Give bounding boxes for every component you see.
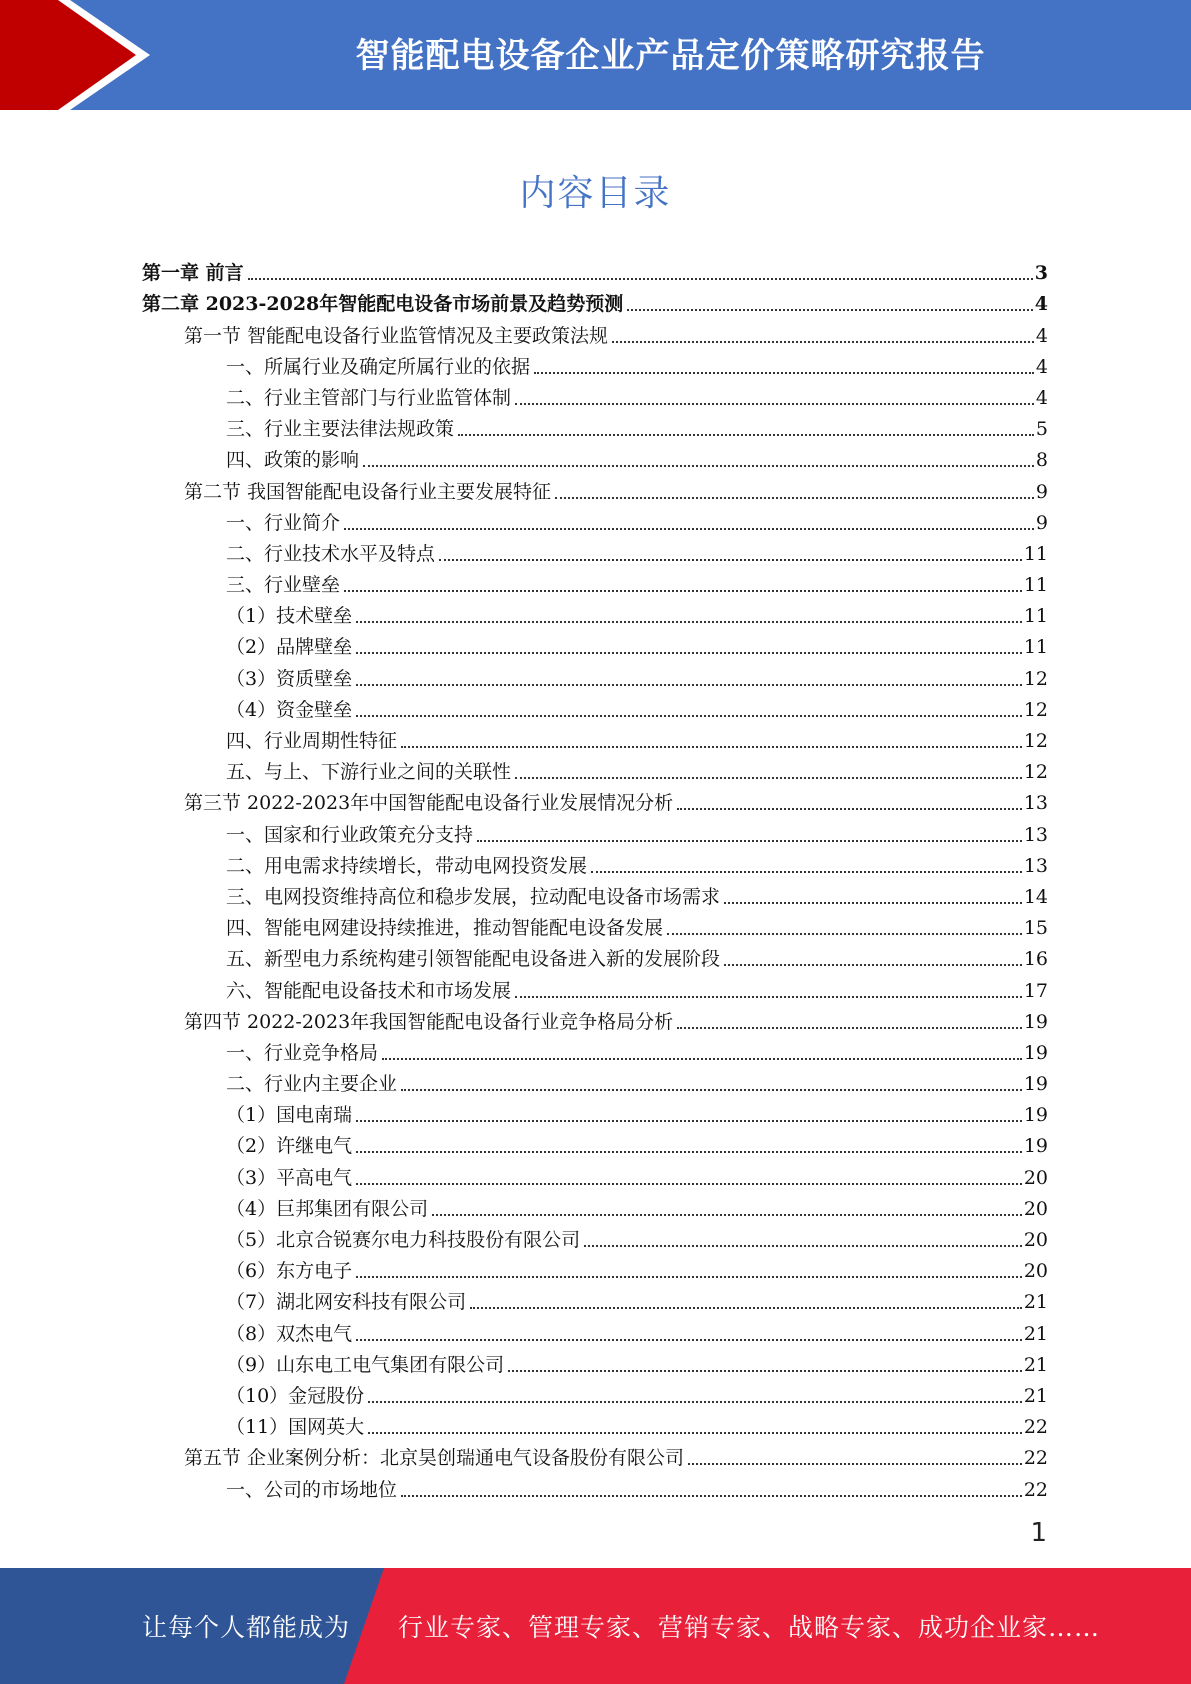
toc-entry[interactable] (142, 285, 1048, 316)
toc-entry-label: 一、行业竞争格局 (226, 1041, 379, 1064)
toc-leader-dots (356, 1151, 1022, 1153)
toc-entry[interactable] (142, 909, 1048, 940)
toc-leader-dots (401, 1495, 1022, 1497)
toc-entry-label: 二、行业内主要企业 (226, 1073, 398, 1096)
toc-entry[interactable] (142, 691, 1048, 722)
toc-leader-dots (356, 1120, 1022, 1122)
toc-leader-dots (508, 1370, 1022, 1372)
toc-entry-page: 13 (1023, 854, 1048, 877)
toc-leader-dots (356, 684, 1022, 686)
toc-entry-page: 11 (1023, 636, 1048, 659)
toc-leader-dots (458, 434, 1034, 436)
toc-entry-label: （11）国网英大 (226, 1416, 365, 1439)
toc-entry[interactable] (142, 1252, 1048, 1283)
footer-slogan-roles: 行业专家、管理专家、营销专家、战略专家、成功企业家…… (398, 1613, 1101, 1642)
toc-entry[interactable] (142, 316, 1048, 347)
toc-entry-page: 22 (1023, 1416, 1048, 1439)
toc-entry-page: 12 (1023, 761, 1048, 784)
toc-entry-page: 4 (1035, 386, 1048, 409)
toc-leader-dots (724, 902, 1022, 904)
toc-leader-dots (627, 309, 1033, 311)
toc-entry[interactable] (142, 847, 1048, 878)
toc-leader-dots (432, 1214, 1022, 1216)
toc-entry-page: 13 (1023, 792, 1048, 815)
toc-entry[interactable] (142, 1003, 1048, 1034)
toc-entry[interactable] (142, 722, 1048, 753)
toc-leader-dots (248, 278, 1033, 280)
toc-leader-dots (368, 1432, 1022, 1434)
toc-entry-page: 15 (1023, 917, 1048, 940)
toc-entry-page: 19 (1023, 1104, 1048, 1127)
toc-entry-page: 9 (1035, 480, 1048, 503)
toc-entry-label: （6）东方电子 (226, 1260, 353, 1283)
toc-leader-dots (439, 559, 1022, 561)
toc-entry-page: 3 (1034, 262, 1048, 285)
toc-leader-dots (584, 1245, 1022, 1247)
toc-entry-label: 一、公司的市场地位 (226, 1478, 398, 1501)
toc-leader-dots (470, 1307, 1022, 1309)
toc-leader-dots (515, 777, 1022, 779)
toc-entry-label: 四、政策的影响 (226, 449, 360, 472)
toc-entry-label: 第一节 智能配电设备行业监管情况及主要政策法规 (184, 324, 609, 347)
toc-entry-label: （2）许继电气 (226, 1135, 353, 1158)
toc-entry-page: 21 (1023, 1291, 1048, 1314)
toc-entry[interactable] (142, 1408, 1048, 1439)
toc-entry[interactable] (142, 597, 1048, 628)
toc-leader-dots (667, 933, 1022, 935)
toc-entry-label: 第三节 2022-2023年中国智能配电设备行业发展情况分析 (184, 792, 674, 815)
toc-entry-page: 12 (1023, 730, 1048, 752)
toc-entry-label: 二、用电需求持续增长，带动电网投资发展 (226, 854, 588, 877)
toc-entry-label: 一、国家和行业政策充分支持 (226, 823, 474, 846)
toc-entry-page: 14 (1023, 885, 1048, 908)
footer-slogan-lead: 让每个人都能成为 (142, 1613, 351, 1642)
toc-entry-page: 21 (1023, 1322, 1048, 1345)
toc-entry-label: （3）资质壁垒 (226, 667, 353, 690)
toc-entry[interactable] (142, 971, 1048, 1002)
toc-entry-label: 三、行业壁垒 (226, 574, 341, 597)
toc-leader-dots (356, 1339, 1022, 1341)
toc-entry-label: 五、与上、下游行业之间的关联性 (226, 761, 512, 784)
toc-entry-label: 一、所属行业及确定所属行业的依据 (226, 355, 531, 378)
toc-entry[interactable] (142, 815, 1048, 846)
toc-entry[interactable] (142, 1190, 1048, 1221)
toc-entry-label: 四、智能电网建设持续推进，推动智能配电设备发展 (226, 917, 664, 940)
toc-leader-dots (534, 372, 1034, 374)
toc-leader-dots (382, 1058, 1022, 1060)
toc-entry-page: 11 (1023, 605, 1048, 628)
footer-banner (0, 1568, 1191, 1684)
toc-entry-label: （4）巨邦集团有限公司 (226, 1197, 429, 1220)
toc-leader-dots (677, 1027, 1022, 1029)
toc-entry[interactable] (142, 1346, 1048, 1377)
toc-entry-page: 22 (1023, 1447, 1048, 1470)
toc-entry[interactable] (142, 379, 1048, 410)
toc-entry-page: 20 (1023, 1197, 1048, 1220)
toc-leader-dots (724, 964, 1022, 966)
toc-entry-label: 五、新型电力系统构建引领智能配电设备进入新的发展阶段 (226, 948, 721, 971)
toc-entry-page: 19 (1023, 1041, 1048, 1064)
toc-entry[interactable] (142, 753, 1048, 784)
toc-leader-dots (515, 996, 1022, 998)
toc-entry[interactable] (142, 1377, 1048, 1408)
toc-entry[interactable] (142, 1470, 1048, 1501)
toc-leader-dots (555, 497, 1034, 499)
toc-entry-page: 17 (1023, 979, 1048, 1002)
toc-leader-dots (477, 840, 1022, 842)
toc-entry[interactable] (142, 1221, 1048, 1252)
toc-entry[interactable] (142, 1127, 1048, 1158)
toc-entry-label: （1）国电南瑞 (226, 1104, 353, 1127)
toc-leader-dots (344, 528, 1034, 530)
toc-entry-page: 19 (1023, 1135, 1048, 1158)
toc-entry-page: 20 (1023, 1229, 1048, 1251)
toc-entry-page: 21 (1023, 1353, 1048, 1376)
toc-entry-page: 19 (1023, 1073, 1048, 1096)
toc-entry-page: 22 (1023, 1478, 1048, 1501)
toc-entry[interactable] (142, 535, 1048, 566)
toc-entry-label: （9）山东电工电气集团有限公司 (226, 1353, 505, 1376)
toc-entry[interactable] (142, 1283, 1048, 1314)
toc-entry[interactable] (142, 1096, 1048, 1127)
toc-leader-dots (612, 341, 1034, 343)
toc-leader-dots (515, 403, 1034, 405)
toc-entry-page: 20 (1023, 1260, 1048, 1283)
toc-heading: 内容目录 (519, 173, 672, 214)
toc-entry-page: 4 (1035, 355, 1048, 378)
toc-entry-label: （7）湖北网安科技有限公司 (226, 1291, 467, 1314)
toc-entry-page: 4 (1034, 293, 1048, 316)
toc-leader-dots (368, 1401, 1022, 1403)
toc-entry-label: 二、行业主管部门与行业监管体制 (226, 386, 512, 409)
toc-leader-dots (401, 746, 1022, 748)
toc-entry[interactable] (142, 1158, 1048, 1189)
toc-entry-label: 三、电网投资维持高位和稳步发展，拉动配电设备市场需求 (226, 885, 721, 908)
toc-entry-label: 三、行业主要法律法规政策 (226, 418, 455, 441)
toc-entry[interactable] (142, 441, 1048, 472)
toc-entry-label: （1）技术壁垒 (226, 605, 353, 628)
toc-entry[interactable] (142, 784, 1048, 815)
toc-leader-dots (344, 590, 1022, 592)
toc-entry-label: 第五节 企业案例分析：北京昊创瑞通电气设备股份有限公司 (184, 1447, 685, 1470)
report-title: 智能配电设备企业产品定价策略研究报告 (355, 35, 986, 76)
toc-entry[interactable] (142, 472, 1048, 503)
toc-entry[interactable] (142, 1034, 1048, 1065)
toc-entry-page: 5 (1035, 418, 1048, 441)
toc-leader-dots (677, 808, 1022, 810)
header-banner (0, 0, 1191, 110)
toc-entry-page: 19 (1023, 1010, 1048, 1033)
toc-entry-page: 11 (1023, 542, 1048, 565)
toc-leader-dots (401, 1089, 1022, 1091)
toc-entry-label: 第四节 2022-2023年我国智能配电设备行业竞争格局分析 (184, 1010, 674, 1033)
toc-entry-label: 四、行业周期性特征 (226, 730, 398, 752)
toc-entry-label: （2）品牌壁垒 (226, 636, 353, 659)
toc-entry-label: 第一章 前言 (142, 262, 244, 285)
toc-leader-dots (356, 652, 1022, 654)
toc-leader-dots (356, 621, 1022, 623)
toc-entry[interactable] (142, 410, 1048, 441)
toc-entry-label: （3）平高电气 (226, 1166, 353, 1189)
toc-entry[interactable] (142, 1314, 1048, 1345)
toc-entry-page: 21 (1023, 1384, 1048, 1407)
toc-leader-dots (688, 1463, 1022, 1465)
toc-entry-label: 六、智能配电设备技术和市场发展 (226, 979, 512, 1002)
toc-entry-label: （4）资金壁垒 (226, 698, 353, 721)
toc-entry-label: 第二节 我国智能配电设备行业主要发展特征 (184, 480, 552, 503)
toc-entry-label: 一、行业简介 (226, 511, 341, 534)
toc-entry-page: 12 (1023, 667, 1048, 690)
toc-entry-page: 4 (1035, 324, 1048, 347)
toc-entry-label: 第二章 2023-2028年智能配电设备市场前景及趋势预测 (142, 293, 624, 316)
toc-entry-page: 9 (1035, 511, 1048, 534)
toc-leader-dots (591, 871, 1022, 873)
toc-entry[interactable] (142, 254, 1048, 285)
page-number: 1 (1030, 1518, 1047, 1548)
toc-entry-page: 13 (1023, 823, 1048, 846)
toc-entry[interactable] (142, 1065, 1048, 1096)
toc-entry-label: （5）北京合锐赛尔电力科技股份有限公司 (226, 1229, 581, 1251)
toc-entry-page: 12 (1023, 698, 1048, 721)
toc-leader-dots (356, 715, 1022, 717)
toc-entry[interactable] (142, 1439, 1048, 1470)
toc-entry[interactable] (142, 566, 1048, 597)
table-of-contents (142, 254, 1048, 1502)
toc-entry-page: 8 (1035, 449, 1048, 472)
toc-entry-label: 二、行业技术水平及特点 (226, 542, 436, 565)
toc-entry-label: （8）双杰电气 (226, 1322, 353, 1345)
toc-entry-page: 20 (1023, 1166, 1048, 1189)
toc-entry[interactable] (142, 628, 1048, 659)
toc-entry[interactable] (142, 878, 1048, 909)
toc-entry[interactable] (142, 504, 1048, 535)
toc-entry[interactable] (142, 348, 1048, 379)
toc-leader-dots (356, 1183, 1022, 1185)
toc-entry[interactable] (142, 659, 1048, 690)
toc-leader-dots (363, 465, 1034, 467)
toc-entry-label: （10）金冠股份 (226, 1384, 365, 1407)
toc-entry[interactable] (142, 940, 1048, 971)
toc-leader-dots (356, 1276, 1022, 1278)
toc-entry-page: 11 (1023, 574, 1048, 597)
toc-entry-page: 16 (1023, 948, 1048, 971)
